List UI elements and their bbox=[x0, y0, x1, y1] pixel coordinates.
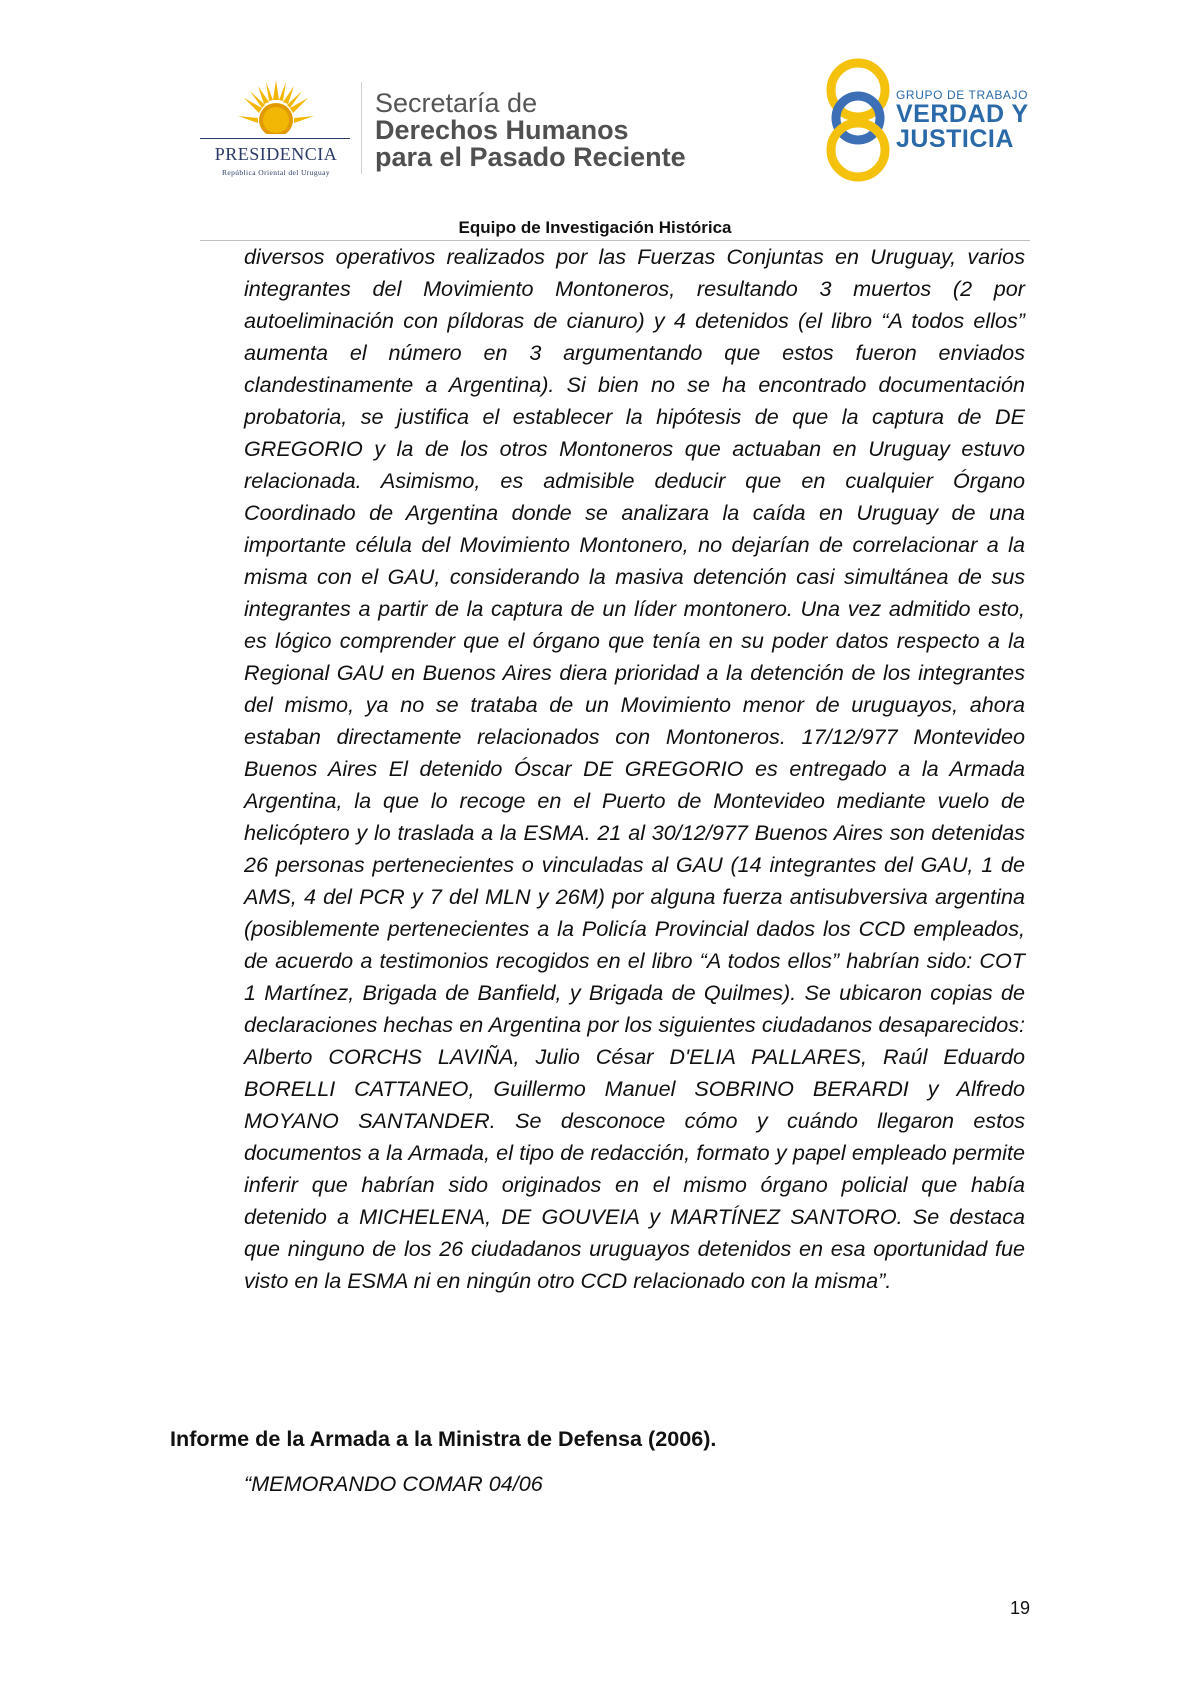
secretaria-line-2: Derechos Humanos bbox=[375, 115, 629, 145]
presidencia-name: PRESIDENCIA bbox=[214, 144, 338, 164]
memo-line: “MEMORANDO COMAR 04/06 bbox=[244, 1471, 543, 1496]
interlocked-rings-icon bbox=[822, 56, 894, 186]
section-heading: Informe de la Armada a la Ministra de Defensa (2006). bbox=[170, 1426, 717, 1451]
justicia-label: JUSTICIA bbox=[896, 125, 1014, 153]
verdad-label: VERDAD Y bbox=[896, 100, 1029, 128]
page-number: 19 bbox=[1009, 1598, 1030, 1618]
secretaria-logo-text bbox=[375, 90, 686, 171]
presidencia-subtitle: República Oriental del Uruguay bbox=[221, 168, 330, 177]
verdad-justicia-text bbox=[896, 88, 1029, 152]
grupo-trabajo-label: GRUPO DE TRABAJO bbox=[896, 88, 1029, 102]
verdad-justicia-logo bbox=[822, 56, 1032, 186]
sun-emblem-icon bbox=[236, 78, 316, 138]
logo-divider bbox=[361, 82, 362, 174]
secretaria-line-3: para el Pasado Reciente bbox=[375, 142, 686, 172]
quoted-paragraph: diversos operativos realizados por las Fuerzas Conjuntas en Uruguay, varios integrantes del Movimiento Montoneros, resultando 3 muertos (2 por autoeliminación con píldoras de cianuro) y 4 detenidos (el libro “A todos ellos” aumenta el número en 3 argumentando que estos fueron enviados clandestinamente a Argentina). Si bien no se ha encontrado documentación probatoria, se justifica el establecer la hipótesis de que la captura de DE GREGORIO y la de los otros Montoneros que actuaban en Uruguay estuvo relacionada. Asimismo, es admisible deducir que en cualquier Órgano Coordinado de Argentina donde se analizara la caída en Uruguay de una importante célula del Movimiento Montonero, no dejarían de correlacionar a la misma con el GAU, considerando la masiva detención casi simultánea de sus integrantes a partir de la captura de un líder montonero. Una vez admitido esto, es lógico comprender que el órgano que tenía en su poder datos respecto a la Regional GAU en Buenos Aires diera prioridad a la detención de los integrantes del mismo, ya no se trataba de un Movimiento menor de uruguayos, ahora estaban directamente relacionados con Montoneros. 17/12/977 Montevideo Buenos Aires El detenido Óscar DE GREGORIO es entregado a la Armada Argentina, la que lo recoge en el Puerto de Montevideo mediante vuelo de helicóptero y lo traslada a la ESMA. 21 al 30/12/977 Buenos Aires son detenidas 26 personas pertenecientes o vinculadas al GAU (14 integrantes del GAU, 1 de AMS, 4 del PCR y 7 del MLN y 26M) por alguna fuerza antisubversiva argentina (posiblemente pertenecientes a la Policía Provincial dados los CCD empleados, de acuerdo a testimonios recogidos en el libro “A todos ellos” habrían sido: COT 1 Martínez, Brigada de Banfield, y Brigada de Quilmes). Se ubicaron copias de declaraciones hechas en Argentina por los siguientes ciudadanos desaparecidos: Alberto CORCHS LAVIÑA, Julio César D'ELIA PALLARES, Raúl Eduardo BORELLI CATTANEO, Guillermo Manuel SOBRINO BERARDI y Alfredo MOYANO SANTANDER. Se desconoce cómo y cuándo llegaron estos documentos a la Armada, el tipo de redacción, formato y papel empleado permite inferir que habrían sido originados en el mismo órgano policial que había detenido a MICHELENA, DE GOUVEIA y MARTÍNEZ SANTORO. Se destaca que ninguno de los 26 ciudadanos uruguayos detenidos en esa oportunidad fue visto en la ESMA ni en ningún otro CCD relacionado con la misma”. bbox=[244, 244, 1025, 1293]
presidencia-rule bbox=[200, 138, 350, 139]
page-header bbox=[0, 0, 1190, 240]
secretaria-line-1: Secretaría de bbox=[375, 88, 538, 118]
team-title: Equipo de Investigación Histórica bbox=[458, 218, 732, 237]
presidencia-logo bbox=[196, 78, 356, 178]
